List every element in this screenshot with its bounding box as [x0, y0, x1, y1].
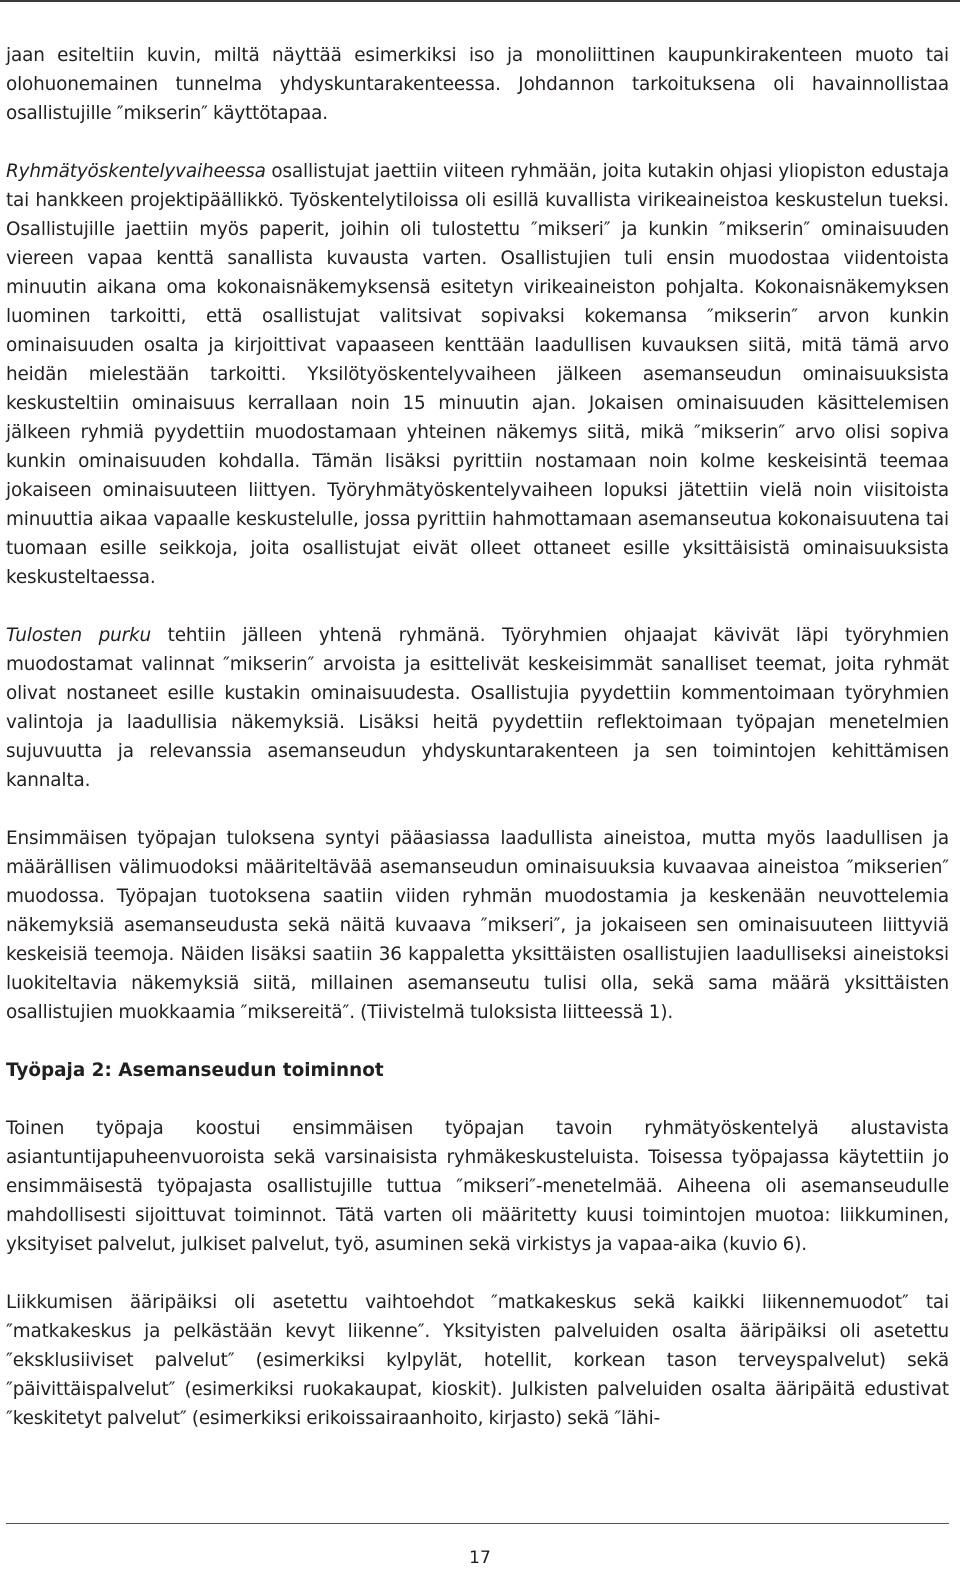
paragraph-intro-end: jaan esiteltiin kuvin, miltä näyttää esimerkiksi iso ja monoliittinen kaupunkirakenteen muoto tai olohuonemainen tunnelma yhdyskuntarakenteessa. Johdannon tarkoituksena oli havainnollistaa osallistujille ″mikserin″ käyttötapaa. — [6, 45, 949, 124]
group-work-text: osallistujat jaettiin viiteen ryhmään, joita kutakin ohjasi yliopiston edustaja tai hankkeen projektipäällikkö. Työskentelytiloissa oli esillä kuvallista virikeaineistoa keskustelun tueksi. Osallistujille jaettiin myös paperit, joihin oli tulostettu ″mikseri″ ja kunkin ″mikserin″ ominaisuuden viereen vapaa kenttä sanallista kuvausta varten. Osallistujien tuli ensin muodostaa viidentoista minuutin aikana oma kokonaisnäkemyksensä esitetyn virikeaineiston pohjalta. Kokonaisnäkemyksen luominen tarkoitti, että osallistujat valitsivat sopivaksi kokemansa ″mikserin″ arvon kunkin ominaisuuden osalta ja kirjoittivat vapaaseen kenttään laadullisen kuvauksen siitä, mitä tämä arvo heidän mielestään tarkoitti. Yksilötyöskentelyvaiheen jälkeen asemanseudun ominaisuuksista keskusteltiin ominaisuus kerrallaan noin 15 minuutin ajan. Jokaisen ominaisuuden käsittelemisen jälkeen ryhmiä pyydettiin muodostamaan yhteinen näkemys siitä, mikä ″mikserin″ arvo olisi sopiva kunkin ominaisuuden kohdalla. Tämän lisäksi pyrittiin nostamaan noin kolme keskeisintä teemaa jokaiseen ominaisuuteen liittyen. Työryhmätyöskentelyvaiheen lopuksi jätettiin vielä noin viisitoista minuuttia aikaa vapaalle keskustelulle, jossa pyrittiin hahmottamaan asemanseutua kokonaisuutena tai tuomaan esille seikkoja, joita osallistujat eivät olleet ottaneet esille yksittäisistä ominaisuuksista keskusteltaessa. — [6, 161, 949, 588]
page-number: 17 — [469, 1548, 491, 1568]
page-body — [6, 41, 949, 1433]
group-work-term: Ryhmätyöskentelyvaiheessa — [6, 161, 266, 182]
paragraph-results — [6, 621, 949, 795]
results-text: tehtiin jälleen yhtenä ryhmänä. Työryhmien ohjaajat kävivät läpi työryhmien muodostamat valinnat ″mikserin″ arvoista ja esittelivät keskeisimmät sanalliset teemat, joita ryhmät olivat nostaneet esille kustakin ominaisuudesta. Osallistujia pyydettiin kommentoimaan työryhmien valintoja ja laadullisia näkemyksiä. Lisäksi heitä pyydettiin reflektoimaan työpajan menetelmien sujuvuutta ja relevanssia asemanseudun yhdyskuntarakenteen ja sen toimintojen kehittämisen kannalta. — [6, 625, 949, 791]
section-heading: Työpaja 2: Asemanseudun toiminnot — [6, 1060, 384, 1081]
paragraph-group-work — [6, 157, 949, 592]
paragraph-workshop-two: Toinen työpaja koostui ensimmäisen työpajan tavoin ryhmätyöskentelyä alustavista asiantuntijapuheenvuoroista sekä varsinaisista ryhmäkeskusteluista. Toisessa työpajassa käytettiin jo ensimmäisestä työpajasta osallistujille tuttua ″mikseri″-menetelmää. Aiheena oli asemanseudulle mahdollisesti sijoittuvat toiminnot. Tätä varten oli määritetty kuusi toimintojen muotoa: liikkuminen, yksityiset palvelut, julkiset palvelut, työ, asuminen sekä virkistys ja vapaa-aika (kuvio 6). — [6, 1118, 949, 1255]
paragraph-outcome: Ensimmäisen työpajan tuloksena syntyi pääasiassa laadullista aineistoa, mutta myös laadullisen ja määrällisen välimuodoksi määriteltävää asemanseudun ominaisuuksia kuvaavaa aineistoa ″mikserien″ muodossa. Työpajan tuotoksena saatiin viiden ryhmän muodostamia ja keskenään neuvottelemia näkemyksiä asemanseudusta sekä näitä kuvaava ″mikseri″, ja jokaiseen sen ominaisuuteen liittyviä keskeisiä teemoja. Näiden lisäksi saatiin 36 kappaletta yksittäisten osallistujien laadulliseksi aineistoksi luokiteltavia näkemyksiä siitä, millainen asemanseutu tulisi olla, sekä sama määrä yksittäisten osallistujien muokkaamia ″miksereitä″. (Tiivistelmä tuloksista liitteessä 1). — [6, 828, 949, 1023]
top-rule — [0, 0, 960, 2]
paragraph-extremes: Liikkumisen ääripäiksi oli asetettu vaihtoehdot ″matkakeskus sekä kaikki liikennemuodot″ tai ″matkakeskus ja pelkästään kevyt liikenne″. Yksityisten palveluiden osalta ääripäiksi oli asetettu ″eksklusiiviset palvelut″ (esimerkiksi kylpylät, hotellit, korkean tason terveyspalvelut) sekä ″päivittäispalvelut″ (esimerkiksi ruokakaupat, kioskit). Julkisten palveluiden osalta ääripäitä edustivat ″keskitetyt palvelut″ (esimerkiksi erikoissairaanhoito, kirjasto) sekä ″lähi- — [6, 1292, 949, 1429]
results-term: Tulosten purku — [6, 625, 152, 646]
footer-rule — [6, 1523, 949, 1524]
